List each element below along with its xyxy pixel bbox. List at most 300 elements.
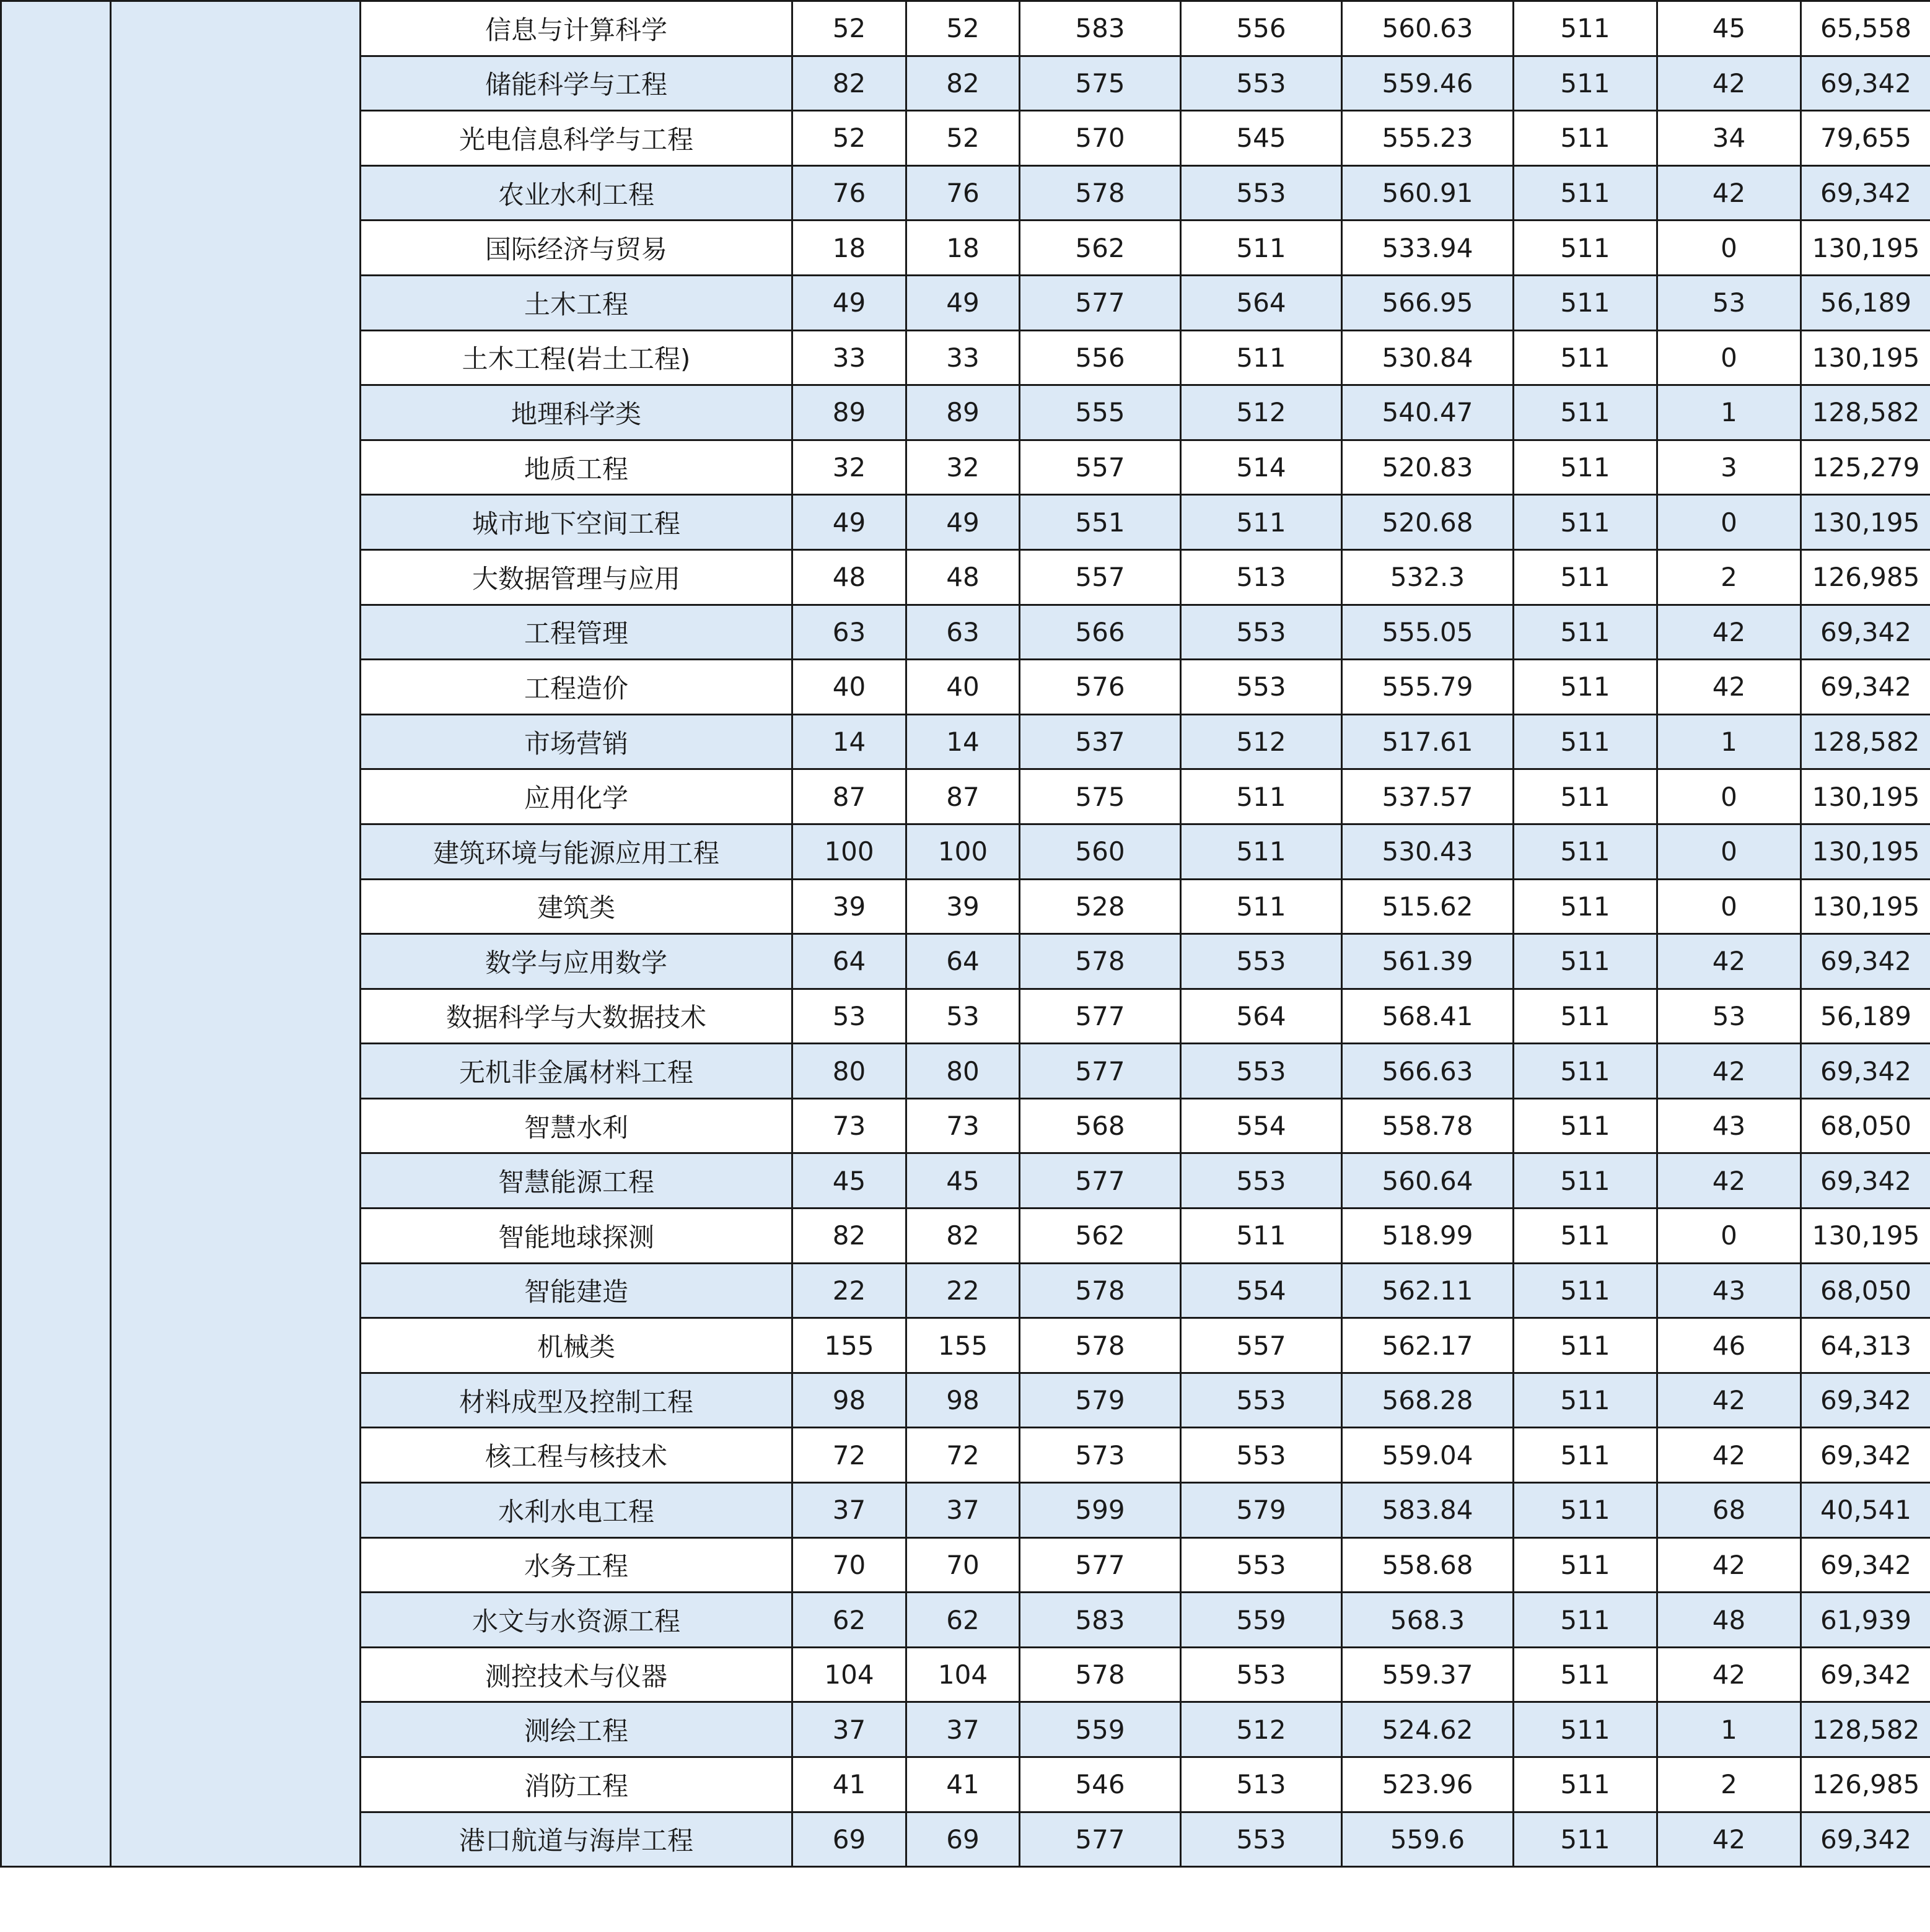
cell-min-rank[interactable]: 69,342 — [1801, 1428, 1930, 1483]
cell-min-score[interactable]: 513 — [1181, 1757, 1342, 1812]
cell-admitted-count[interactable]: 37 — [906, 1702, 1020, 1757]
cell-plan-count[interactable]: 69 — [792, 1812, 906, 1867]
cell-min-score[interactable]: 553 — [1181, 1044, 1342, 1099]
cell-major[interactable]: 工程造价 — [361, 660, 792, 715]
cell-min-score[interactable]: 553 — [1181, 1647, 1342, 1702]
cell-max-score[interactable]: 537 — [1020, 714, 1181, 769]
cell-min-score[interactable]: 511 — [1181, 221, 1342, 276]
cell-plan-count[interactable]: 37 — [792, 1483, 906, 1538]
cell-min-rank[interactable]: 126,985 — [1801, 549, 1930, 605]
cell-batch-line[interactable]: 511 — [1514, 1, 1657, 56]
cell-plan-count[interactable]: 80 — [792, 1044, 906, 1099]
cell-min-rank[interactable]: 69,342 — [1801, 1812, 1930, 1867]
cell-avg-score[interactable]: 559.37 — [1342, 1647, 1514, 1702]
cell-min-rank[interactable]: 69,342 — [1801, 1647, 1930, 1702]
cell-min-rank[interactable]: 130,195 — [1801, 769, 1930, 824]
cell-line-diff[interactable]: 68 — [1657, 1483, 1801, 1538]
cell-avg-score[interactable]: 520.68 — [1342, 495, 1514, 550]
cell-major[interactable]: 水文与水资源工程 — [361, 1593, 792, 1648]
cell-batch-line[interactable]: 511 — [1514, 824, 1657, 879]
cell-min-rank[interactable]: 128,582 — [1801, 714, 1930, 769]
cell-major[interactable]: 核工程与核技术 — [361, 1428, 792, 1483]
cell-max-score[interactable]: 578 — [1020, 1263, 1181, 1318]
cell-plan-count[interactable]: 18 — [792, 221, 906, 276]
cell-min-rank[interactable]: 128,582 — [1801, 385, 1930, 440]
cell-plan-count[interactable]: 49 — [792, 495, 906, 550]
cell-plan-count[interactable]: 82 — [792, 56, 906, 111]
cell-batch-line[interactable]: 511 — [1514, 440, 1657, 495]
cell-avg-score[interactable]: 562.11 — [1342, 1263, 1514, 1318]
cell-plan-count[interactable]: 104 — [792, 1647, 906, 1702]
cell-avg-score[interactable]: 540.47 — [1342, 385, 1514, 440]
cell-max-score[interactable]: 573 — [1020, 1428, 1181, 1483]
cell-avg-score[interactable]: 532.3 — [1342, 549, 1514, 605]
cell-max-score[interactable]: 575 — [1020, 769, 1181, 824]
cell-admitted-count[interactable]: 155 — [906, 1318, 1020, 1373]
cell-min-score[interactable]: 511 — [1181, 879, 1342, 934]
cell-plan-count[interactable]: 48 — [792, 549, 906, 605]
cell-min-rank[interactable]: 40,541 — [1801, 1483, 1930, 1538]
cell-min-score[interactable]: 559 — [1181, 1593, 1342, 1648]
cell-avg-score[interactable]: 561.39 — [1342, 934, 1514, 989]
cell-avg-score[interactable]: 560.91 — [1342, 165, 1514, 221]
cell-batch-line[interactable]: 511 — [1514, 56, 1657, 111]
cell-max-score[interactable]: 575 — [1020, 56, 1181, 111]
cell-avg-score[interactable]: 583.84 — [1342, 1483, 1514, 1538]
cell-max-score[interactable]: 577 — [1020, 989, 1181, 1044]
cell-major[interactable]: 工程管理 — [361, 605, 792, 660]
cell-avg-score[interactable]: 568.28 — [1342, 1373, 1514, 1428]
cell-line-diff[interactable]: 1 — [1657, 385, 1801, 440]
cell-admitted-count[interactable]: 49 — [906, 275, 1020, 330]
cell-line-diff[interactable]: 42 — [1657, 1537, 1801, 1593]
cell-admitted-count[interactable]: 18 — [906, 221, 1020, 276]
cell-min-rank[interactable]: 69,342 — [1801, 1373, 1930, 1428]
cell-plan-count[interactable]: 32 — [792, 440, 906, 495]
cell-min-rank[interactable]: 65,558 — [1801, 1, 1930, 56]
cell-min-score[interactable]: 553 — [1181, 1537, 1342, 1593]
cell-line-diff[interactable]: 48 — [1657, 1593, 1801, 1648]
cell-major[interactable]: 测控技术与仪器 — [361, 1647, 792, 1702]
cell-avg-score[interactable]: 566.63 — [1342, 1044, 1514, 1099]
cell-plan-count[interactable]: 62 — [792, 1593, 906, 1648]
cell-plan-count[interactable]: 82 — [792, 1209, 906, 1264]
cell-line-diff[interactable]: 42 — [1657, 1428, 1801, 1483]
cell-major[interactable]: 智能建造 — [361, 1263, 792, 1318]
cell-plan-count[interactable]: 33 — [792, 330, 906, 385]
cell-admitted-count[interactable]: 64 — [906, 934, 1020, 989]
cell-major[interactable]: 应用化学 — [361, 769, 792, 824]
cell-min-rank[interactable]: 61,939 — [1801, 1593, 1930, 1648]
cell-batch-line[interactable]: 511 — [1514, 1593, 1657, 1648]
cell-max-score[interactable]: 578 — [1020, 165, 1181, 221]
cell-major[interactable]: 大数据管理与应用 — [361, 549, 792, 605]
cell-major[interactable]: 智能地球探测 — [361, 1209, 792, 1264]
cell-max-score[interactable]: 583 — [1020, 1593, 1181, 1648]
cell-avg-score[interactable]: 568.41 — [1342, 989, 1514, 1044]
cell-plan-count[interactable]: 45 — [792, 1153, 906, 1209]
cell-max-score[interactable]: 562 — [1020, 1209, 1181, 1264]
cell-min-score[interactable]: 579 — [1181, 1483, 1342, 1538]
cell-plan-count[interactable]: 89 — [792, 385, 906, 440]
cell-max-score[interactable]: 566 — [1020, 605, 1181, 660]
cell-major[interactable]: 国际经济与贸易 — [361, 221, 792, 276]
cell-min-rank[interactable]: 130,195 — [1801, 495, 1930, 550]
cell-max-score[interactable]: 570 — [1020, 111, 1181, 166]
cell-avg-score[interactable]: 560.63 — [1342, 1, 1514, 56]
cell-batch-line[interactable]: 511 — [1514, 934, 1657, 989]
cell-plan-count[interactable]: 87 — [792, 769, 906, 824]
cell-plan-count[interactable]: 63 — [792, 605, 906, 660]
cell-line-diff[interactable]: 42 — [1657, 660, 1801, 715]
cell-avg-score[interactable]: 530.43 — [1342, 824, 1514, 879]
cell-admitted-count[interactable]: 63 — [906, 605, 1020, 660]
cell-min-score[interactable]: 553 — [1181, 934, 1342, 989]
cell-plan-count[interactable]: 52 — [792, 1, 906, 56]
cell-min-rank[interactable]: 68,050 — [1801, 1098, 1930, 1153]
cell-line-diff[interactable]: 0 — [1657, 495, 1801, 550]
cell-batch-line[interactable]: 511 — [1514, 1209, 1657, 1264]
cell-min-score[interactable]: 554 — [1181, 1263, 1342, 1318]
cell-max-score[interactable]: 528 — [1020, 879, 1181, 934]
cell-batch-line[interactable]: 511 — [1514, 769, 1657, 824]
cell-admitted-count[interactable]: 40 — [906, 660, 1020, 715]
cell-batch-line[interactable]: 511 — [1514, 1373, 1657, 1428]
cell-plan-count[interactable]: 40 — [792, 660, 906, 715]
cell-line-diff[interactable]: 3 — [1657, 440, 1801, 495]
cell-major[interactable]: 城市地下空间工程 — [361, 495, 792, 550]
cell-admitted-count[interactable]: 73 — [906, 1098, 1020, 1153]
cell-min-rank[interactable]: 56,189 — [1801, 989, 1930, 1044]
cell-line-diff[interactable]: 0 — [1657, 824, 1801, 879]
cell-max-score[interactable]: 555 — [1020, 385, 1181, 440]
cell-max-score[interactable]: 578 — [1020, 934, 1181, 989]
cell-batch-line[interactable]: 511 — [1514, 989, 1657, 1044]
cell-admitted-count[interactable]: 100 — [906, 824, 1020, 879]
cell-max-score[interactable]: 559 — [1020, 1702, 1181, 1757]
cell-major[interactable]: 土木工程 — [361, 275, 792, 330]
cell-major[interactable]: 智慧能源工程 — [361, 1153, 792, 1209]
cell-major[interactable]: 地理科学类 — [361, 385, 792, 440]
cell-major[interactable]: 水务工程 — [361, 1537, 792, 1593]
cell-min-rank[interactable]: 130,195 — [1801, 824, 1930, 879]
cell-max-score[interactable]: 562 — [1020, 221, 1181, 276]
cell-plan-count[interactable]: 64 — [792, 934, 906, 989]
cell-avg-score[interactable]: 559.04 — [1342, 1428, 1514, 1483]
cell-major[interactable]: 光电信息科学与工程 — [361, 111, 792, 166]
cell-line-diff[interactable]: 42 — [1657, 934, 1801, 989]
cell-min-rank[interactable]: 125,279 — [1801, 440, 1930, 495]
cell-min-rank[interactable]: 69,342 — [1801, 1537, 1930, 1593]
cell-min-score[interactable]: 564 — [1181, 989, 1342, 1044]
cell-major[interactable]: 建筑类 — [361, 879, 792, 934]
cell-admitted-count[interactable]: 53 — [906, 989, 1020, 1044]
cell-avg-score[interactable]: 566.95 — [1342, 275, 1514, 330]
cell-admitted-count[interactable]: 52 — [906, 1, 1020, 56]
cell-major[interactable]: 土木工程(岩土工程) — [361, 330, 792, 385]
cell-plan-count[interactable]: 14 — [792, 714, 906, 769]
cell-batch-line[interactable]: 511 — [1514, 1702, 1657, 1757]
cell-min-score[interactable]: 511 — [1181, 1209, 1342, 1264]
cell-min-rank[interactable]: 128,582 — [1801, 1702, 1930, 1757]
cell-min-rank[interactable]: 126,985 — [1801, 1757, 1930, 1812]
cell-min-score[interactable]: 554 — [1181, 1098, 1342, 1153]
cell-major[interactable]: 市场营销 — [361, 714, 792, 769]
cell-min-score[interactable]: 514 — [1181, 440, 1342, 495]
cell-batch-line[interactable]: 511 — [1514, 111, 1657, 166]
cell-admitted-count[interactable]: 89 — [906, 385, 1020, 440]
cell-admitted-count[interactable]: 62 — [906, 1593, 1020, 1648]
cell-batch-line[interactable]: 511 — [1514, 714, 1657, 769]
cell-admitted-count[interactable]: 87 — [906, 769, 1020, 824]
cell-min-rank[interactable]: 69,342 — [1801, 1153, 1930, 1209]
cell-min-score[interactable]: 553 — [1181, 1812, 1342, 1867]
cell-plan-count[interactable]: 37 — [792, 1702, 906, 1757]
cell-batch-line[interactable]: 511 — [1514, 1044, 1657, 1099]
cell-admitted-count[interactable]: 76 — [906, 165, 1020, 221]
cell-plan-count[interactable]: 76 — [792, 165, 906, 221]
cell-admitted-count[interactable]: 72 — [906, 1428, 1020, 1483]
cell-min-rank[interactable]: 130,195 — [1801, 879, 1930, 934]
cell-admitted-count[interactable]: 32 — [906, 440, 1020, 495]
cell-major[interactable]: 数据科学与大数据技术 — [361, 989, 792, 1044]
cell-admitted-count[interactable]: 41 — [906, 1757, 1020, 1812]
cell-max-score[interactable]: 578 — [1020, 1318, 1181, 1373]
cell-batch-line[interactable]: 511 — [1514, 1318, 1657, 1373]
cell-line-diff[interactable]: 0 — [1657, 879, 1801, 934]
cell-max-score[interactable]: 546 — [1020, 1757, 1181, 1812]
cell-line-diff[interactable]: 0 — [1657, 221, 1801, 276]
cell-line-diff[interactable]: 2 — [1657, 549, 1801, 605]
cell-line-diff[interactable]: 42 — [1657, 1153, 1801, 1209]
cell-batch-line[interactable]: 511 — [1514, 275, 1657, 330]
cell-admitted-count[interactable]: 45 — [906, 1153, 1020, 1209]
cell-plan-count[interactable]: 49 — [792, 275, 906, 330]
cell-batch-line[interactable]: 511 — [1514, 660, 1657, 715]
cell-plan-count[interactable]: 155 — [792, 1318, 906, 1373]
cell-min-rank[interactable]: 69,342 — [1801, 56, 1930, 111]
cell-min-score[interactable]: 512 — [1181, 385, 1342, 440]
cell-line-diff[interactable]: 46 — [1657, 1318, 1801, 1373]
cell-major[interactable]: 智慧水利 — [361, 1098, 792, 1153]
cell-avg-score[interactable]: 517.61 — [1342, 714, 1514, 769]
cell-min-rank[interactable]: 79,655 — [1801, 111, 1930, 166]
cell-max-score[interactable]: 560 — [1020, 824, 1181, 879]
cell-major[interactable]: 无机非金属材料工程 — [361, 1044, 792, 1099]
cell-max-score[interactable]: 551 — [1020, 495, 1181, 550]
cell-major[interactable]: 储能科学与工程 — [361, 56, 792, 111]
cell-batch-line[interactable]: 511 — [1514, 1098, 1657, 1153]
cell-plan-count[interactable]: 100 — [792, 824, 906, 879]
cell-admitted-count[interactable]: 22 — [906, 1263, 1020, 1318]
cell-major[interactable]: 农业水利工程 — [361, 165, 792, 221]
cell-min-rank[interactable]: 69,342 — [1801, 605, 1930, 660]
cell-min-score[interactable]: 511 — [1181, 495, 1342, 550]
cell-min-score[interactable]: 556 — [1181, 1, 1342, 56]
cell-avg-score[interactable]: 523.96 — [1342, 1757, 1514, 1812]
cell-major[interactable]: 材料成型及控制工程 — [361, 1373, 792, 1428]
cell-line-diff[interactable]: 42 — [1657, 1812, 1801, 1867]
cell-line-diff[interactable]: 53 — [1657, 275, 1801, 330]
cell-min-score[interactable]: 564 — [1181, 275, 1342, 330]
cell-line-diff[interactable]: 43 — [1657, 1263, 1801, 1318]
cell-avg-score[interactable]: 555.05 — [1342, 605, 1514, 660]
cell-min-score[interactable]: 553 — [1181, 605, 1342, 660]
cell-plan-count[interactable]: 22 — [792, 1263, 906, 1318]
cell-batch-line[interactable]: 511 — [1514, 330, 1657, 385]
cell-line-diff[interactable]: 42 — [1657, 1647, 1801, 1702]
cell-line-diff[interactable]: 53 — [1657, 989, 1801, 1044]
cell-line-diff[interactable]: 0 — [1657, 769, 1801, 824]
cell-batch-line[interactable]: 511 — [1514, 1153, 1657, 1209]
cell-max-score[interactable]: 557 — [1020, 549, 1181, 605]
cell-plan-count[interactable]: 98 — [792, 1373, 906, 1428]
cell-batch-line[interactable]: 511 — [1514, 165, 1657, 221]
cell-avg-score[interactable]: 559.6 — [1342, 1812, 1514, 1867]
cell-batch-line[interactable]: 511 — [1514, 221, 1657, 276]
cell-avg-score[interactable]: 560.64 — [1342, 1153, 1514, 1209]
cell-line-diff[interactable]: 42 — [1657, 1044, 1801, 1099]
cell-batch-line[interactable]: 511 — [1514, 1647, 1657, 1702]
cell-avg-score[interactable]: 555.79 — [1342, 660, 1514, 715]
cell-major[interactable]: 建筑环境与能源应用工程 — [361, 824, 792, 879]
cell-min-rank[interactable]: 69,342 — [1801, 660, 1930, 715]
cell-line-diff[interactable]: 42 — [1657, 56, 1801, 111]
cell-line-diff[interactable]: 0 — [1657, 330, 1801, 385]
cell-major[interactable]: 水利水电工程 — [361, 1483, 792, 1538]
cell-major[interactable]: 信息与计算科学 — [361, 1, 792, 56]
cell-max-score[interactable]: 579 — [1020, 1373, 1181, 1428]
cell-avg-score[interactable]: 515.62 — [1342, 879, 1514, 934]
cell-max-score[interactable]: 577 — [1020, 1812, 1181, 1867]
cell-batch-line[interactable]: 511 — [1514, 385, 1657, 440]
cell-min-score[interactable]: 553 — [1181, 165, 1342, 221]
cell-admitted-count[interactable]: 33 — [906, 330, 1020, 385]
cell-min-score[interactable]: 553 — [1181, 1153, 1342, 1209]
cell-max-score[interactable]: 583 — [1020, 1, 1181, 56]
cell-plan-count[interactable]: 53 — [792, 989, 906, 1044]
cell-admitted-count[interactable]: 104 — [906, 1647, 1020, 1702]
cell-min-score[interactable]: 557 — [1181, 1318, 1342, 1373]
cell-major[interactable]: 机械类 — [361, 1318, 792, 1373]
cell-min-score[interactable]: 511 — [1181, 330, 1342, 385]
cell-line-diff[interactable]: 42 — [1657, 605, 1801, 660]
cell-major[interactable]: 数学与应用数学 — [361, 934, 792, 989]
cell-major[interactable]: 港口航道与海岸工程 — [361, 1812, 792, 1867]
cell-min-rank[interactable]: 64,313 — [1801, 1318, 1930, 1373]
cell-plan-count[interactable]: 39 — [792, 879, 906, 934]
cell-max-score[interactable]: 578 — [1020, 1647, 1181, 1702]
cell-major[interactable]: 消防工程 — [361, 1757, 792, 1812]
cell-min-score[interactable]: 511 — [1181, 824, 1342, 879]
cell-avg-score[interactable]: 533.94 — [1342, 221, 1514, 276]
cell-avg-score[interactable]: 537.57 — [1342, 769, 1514, 824]
cell-min-rank[interactable]: 69,342 — [1801, 165, 1930, 221]
cell-min-score[interactable]: 512 — [1181, 1702, 1342, 1757]
cell-line-diff[interactable]: 42 — [1657, 165, 1801, 221]
cell-min-score[interactable]: 512 — [1181, 714, 1342, 769]
cell-admitted-count[interactable]: 82 — [906, 56, 1020, 111]
cell-min-rank[interactable]: 130,195 — [1801, 221, 1930, 276]
cell-batch-line[interactable]: 511 — [1514, 1537, 1657, 1593]
cell-max-score[interactable]: 577 — [1020, 1153, 1181, 1209]
cell-plan-count[interactable]: 52 — [792, 111, 906, 166]
cell-line-diff[interactable]: 45 — [1657, 1, 1801, 56]
cell-max-score[interactable]: 577 — [1020, 275, 1181, 330]
cell-plan-count[interactable]: 41 — [792, 1757, 906, 1812]
cell-min-rank[interactable]: 68,050 — [1801, 1263, 1930, 1318]
cell-max-score[interactable]: 599 — [1020, 1483, 1181, 1538]
cell-admitted-count[interactable]: 69 — [906, 1812, 1020, 1867]
cell-plan-count[interactable]: 70 — [792, 1537, 906, 1593]
cell-admitted-count[interactable]: 70 — [906, 1537, 1020, 1593]
cell-max-score[interactable]: 568 — [1020, 1098, 1181, 1153]
cell-avg-score[interactable]: 568.3 — [1342, 1593, 1514, 1648]
cell-min-score[interactable]: 553 — [1181, 660, 1342, 715]
cell-min-rank[interactable]: 130,195 — [1801, 1209, 1930, 1264]
cell-avg-score[interactable]: 558.78 — [1342, 1098, 1514, 1153]
cell-min-score[interactable]: 553 — [1181, 56, 1342, 111]
cell-admitted-count[interactable]: 80 — [906, 1044, 1020, 1099]
cell-avg-score[interactable]: 559.46 — [1342, 56, 1514, 111]
cell-min-rank[interactable]: 130,195 — [1801, 330, 1930, 385]
cell-avg-score[interactable]: 520.83 — [1342, 440, 1514, 495]
cell-line-diff[interactable]: 2 — [1657, 1757, 1801, 1812]
cell-min-rank[interactable]: 69,342 — [1801, 1044, 1930, 1099]
cell-min-score[interactable]: 553 — [1181, 1428, 1342, 1483]
cell-batch-line[interactable]: 511 — [1514, 1812, 1657, 1867]
cell-batch-line[interactable]: 511 — [1514, 1483, 1657, 1538]
cell-major[interactable]: 测绘工程 — [361, 1702, 792, 1757]
cell-avg-score[interactable]: 530.84 — [1342, 330, 1514, 385]
cell-max-score[interactable]: 556 — [1020, 330, 1181, 385]
cell-avg-score[interactable]: 558.68 — [1342, 1537, 1514, 1593]
cell-line-diff[interactable]: 43 — [1657, 1098, 1801, 1153]
cell-line-diff[interactable]: 42 — [1657, 1373, 1801, 1428]
cell-major[interactable]: 地质工程 — [361, 440, 792, 495]
cell-plan-count[interactable]: 73 — [792, 1098, 906, 1153]
cell-admitted-count[interactable]: 52 — [906, 111, 1020, 166]
cell-min-rank[interactable]: 69,342 — [1801, 934, 1930, 989]
cell-max-score[interactable]: 577 — [1020, 1537, 1181, 1593]
cell-avg-score[interactable]: 555.23 — [1342, 111, 1514, 166]
cell-admitted-count[interactable]: 82 — [906, 1209, 1020, 1264]
cell-batch-line[interactable]: 511 — [1514, 1263, 1657, 1318]
cell-batch-line[interactable]: 511 — [1514, 605, 1657, 660]
cell-batch-line[interactable]: 511 — [1514, 1757, 1657, 1812]
cell-avg-score[interactable]: 518.99 — [1342, 1209, 1514, 1264]
cell-min-rank[interactable]: 56,189 — [1801, 275, 1930, 330]
cell-min-score[interactable]: 511 — [1181, 769, 1342, 824]
cell-admitted-count[interactable]: 98 — [906, 1373, 1020, 1428]
cell-avg-score[interactable]: 562.17 — [1342, 1318, 1514, 1373]
cell-admitted-count[interactable]: 37 — [906, 1483, 1020, 1538]
cell-min-score[interactable]: 545 — [1181, 111, 1342, 166]
cell-batch-line[interactable]: 511 — [1514, 1428, 1657, 1483]
cell-batch-line[interactable]: 511 — [1514, 495, 1657, 550]
cell-line-diff[interactable]: 34 — [1657, 111, 1801, 166]
cell-max-score[interactable]: 557 — [1020, 440, 1181, 495]
cell-min-score[interactable]: 513 — [1181, 549, 1342, 605]
cell-admitted-count[interactable]: 49 — [906, 495, 1020, 550]
cell-admitted-count[interactable]: 48 — [906, 549, 1020, 605]
cell-min-score[interactable]: 553 — [1181, 1373, 1342, 1428]
cell-avg-score[interactable]: 524.62 — [1342, 1702, 1514, 1757]
cell-admitted-count[interactable]: 39 — [906, 879, 1020, 934]
cell-line-diff[interactable]: 0 — [1657, 1209, 1801, 1264]
cell-max-score[interactable]: 576 — [1020, 660, 1181, 715]
cell-line-diff[interactable]: 1 — [1657, 714, 1801, 769]
